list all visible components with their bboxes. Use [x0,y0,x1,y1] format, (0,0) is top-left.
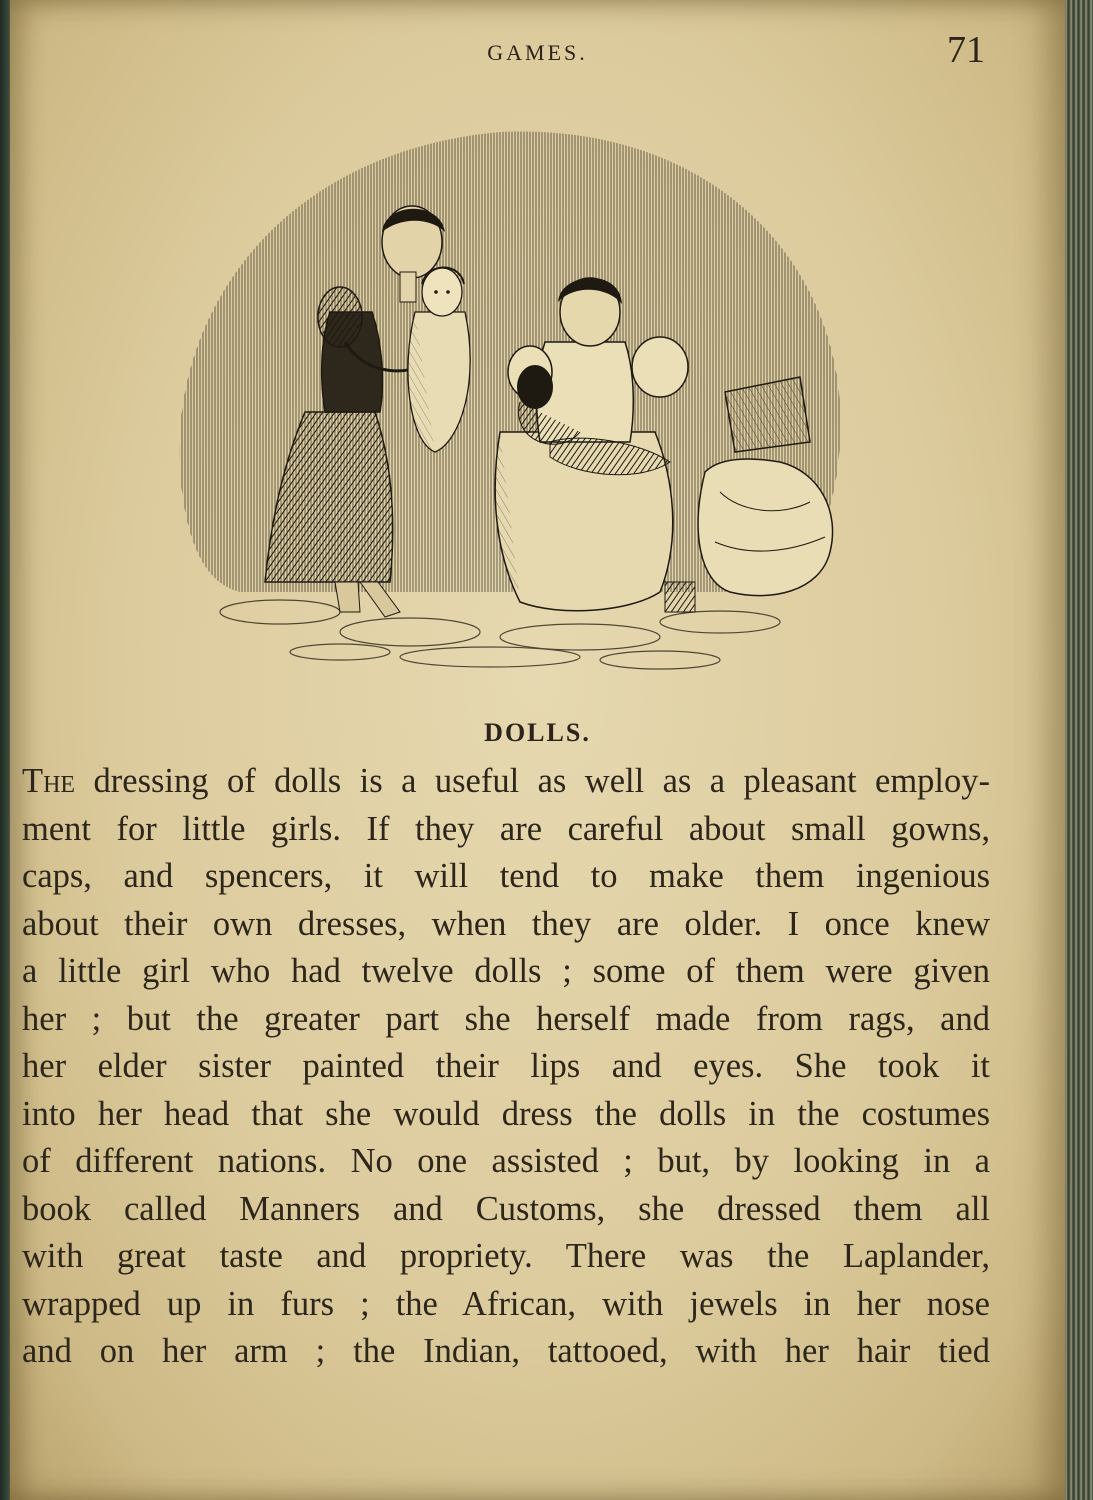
book-page [10,0,1065,1500]
text-line [22,758,990,806]
page-number: 71 [947,29,985,71]
text-line: and on her arm ; the Indian, tattooed, with her hair tied [22,1332,990,1370]
text-line: her ; but the greater part she herself made from rags, and [22,999,990,1038]
text-line: into her head that she would dress the dolls in the costumes [22,1094,990,1133]
text-line: her elder sister painted their lips and eyes. She took it [22,1047,990,1085]
section-title: DOLLS. [484,718,591,747]
text-line: with great taste and propriety. There was the Laplander, [22,1237,990,1275]
text-line: of different nations. No one assisted ; but, by looking in a [22,1142,990,1180]
text-line: ment for little girls. If they are careful about small gowns, [22,809,990,848]
first-word: The [22,762,76,800]
text-line: about their own dresses, when they are older. I once knew [22,904,990,943]
text-line: wrapped up in furs ; the African, with jewels in her nose [22,1284,990,1323]
body-text [22,758,990,1376]
text-line-content: dressing of dolls is a useful as well as a pleasant employ- [75,762,990,800]
text-line: book called Manners and Customs, she dressed them all [22,1189,990,1228]
running-head: GAMES. [487,40,588,65]
engraving-two-girls-with-dolls-icon [160,112,860,682]
text-line: a little girl who had twelve dolls ; some of them were given [22,952,990,990]
text-line: caps, and spencers, it will tend to make them ingenious [22,857,990,895]
